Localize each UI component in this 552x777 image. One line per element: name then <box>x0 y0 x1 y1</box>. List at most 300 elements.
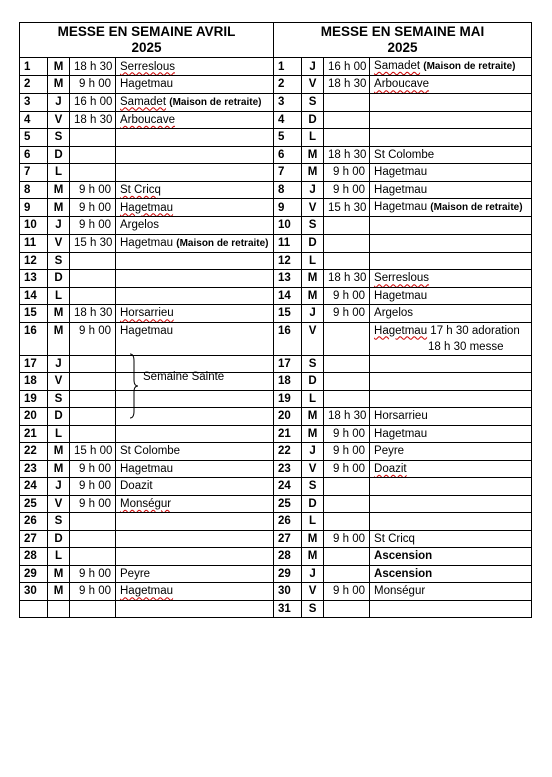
table-row <box>20 305 532 323</box>
may-weekday: S <box>302 600 324 618</box>
april-place-cell <box>116 425 274 443</box>
table-row <box>20 530 532 548</box>
may-day-number: 24 <box>274 478 302 496</box>
april-place-cell <box>116 217 274 235</box>
april-place-cell <box>116 58 274 76</box>
may-weekday: V <box>302 322 324 355</box>
may-place-cell <box>370 390 532 408</box>
may-day-number: 5 <box>274 129 302 147</box>
may-day-number: 23 <box>274 460 302 478</box>
may-place-extra: (Maison de retraite) <box>430 202 523 213</box>
april-day-number <box>20 600 48 618</box>
table-row <box>20 252 532 270</box>
april-place: Arboucave <box>120 113 175 126</box>
table-row <box>20 390 532 408</box>
may-weekday: M <box>302 270 324 288</box>
april-place-cell <box>116 548 274 566</box>
april-header <box>20 23 274 58</box>
holy-week-brace <box>126 353 146 419</box>
may-weekday: V <box>302 583 324 601</box>
april-day-number: 21 <box>20 425 48 443</box>
may-weekday: M <box>302 164 324 182</box>
may-place-cell <box>370 146 532 164</box>
april-day-number: 29 <box>20 565 48 583</box>
may-time: 18 h 30 <box>324 76 370 94</box>
may-place-cell <box>370 252 532 270</box>
table-row <box>20 373 532 391</box>
may-place-cell <box>370 373 532 391</box>
april-time <box>70 252 116 270</box>
may-title: MESSE EN SEMAINE MAI <box>320 24 485 39</box>
may-place: Hagetmau <box>374 201 428 213</box>
may-time <box>324 355 370 373</box>
may-day-number: 1 <box>274 58 302 76</box>
table-row <box>20 425 532 443</box>
may-day-number: 14 <box>274 287 302 305</box>
april-place-cell <box>116 305 274 323</box>
april-time <box>70 146 116 164</box>
april-place-cell <box>116 287 274 305</box>
april-weekday: V <box>48 495 70 513</box>
may-day-number: 7 <box>274 164 302 182</box>
may-weekday: M <box>302 530 324 548</box>
may-place-cell <box>370 181 532 199</box>
may-time <box>324 565 370 583</box>
april-place: St Cricq <box>120 183 161 196</box>
table-row <box>20 478 532 496</box>
april-place-cell <box>116 460 274 478</box>
may-year: 2025 <box>387 40 418 55</box>
table-row <box>20 111 532 129</box>
may-day-number: 4 <box>274 111 302 129</box>
table-row <box>20 565 532 583</box>
may-header <box>274 23 532 58</box>
may-place: Doazit <box>374 462 407 475</box>
may-weekday: L <box>302 129 324 147</box>
may-day-number: 18 <box>274 373 302 391</box>
table-row <box>20 443 532 461</box>
may-time: 15 h 30 <box>324 199 370 217</box>
may-place-cell <box>370 111 532 129</box>
table-row <box>20 199 532 217</box>
may-place: Arboucave <box>374 78 430 91</box>
table-row <box>20 322 532 355</box>
may-place-cell <box>370 495 532 513</box>
april-place: Argelos <box>120 219 159 232</box>
may-place-cell <box>370 270 532 288</box>
april-title: MESSE EN SEMAINE AVRIL <box>57 24 236 39</box>
april-place-cell <box>116 146 274 164</box>
april-weekday: M <box>48 76 70 94</box>
april-place-cell <box>116 478 274 496</box>
april-place: Hagetmau <box>120 462 174 475</box>
may-place-cell <box>370 322 532 355</box>
april-time <box>70 600 116 618</box>
april-day-number: 22 <box>20 443 48 461</box>
may-place: St Colombe <box>374 148 435 161</box>
may-weekday: D <box>302 234 324 252</box>
april-weekday: L <box>48 287 70 305</box>
april-time: 18 h 30 <box>70 305 116 323</box>
april-place: Hagetmau <box>120 585 174 598</box>
may-place: Serreslous <box>374 272 429 285</box>
may-weekday: J <box>302 181 324 199</box>
april-weekday <box>48 600 70 618</box>
may-place-cell <box>370 234 532 252</box>
may-place: Hagetmau <box>374 324 428 337</box>
may-weekday: M <box>302 548 324 566</box>
may-place-extra2: 18 h 30 messe <box>428 340 504 353</box>
may-weekday: V <box>302 460 324 478</box>
april-place: Hagetmau <box>120 201 174 214</box>
april-day-number: 16 <box>20 322 48 355</box>
may-place-cell <box>370 408 532 426</box>
april-weekday: M <box>48 460 70 478</box>
may-time: 9 h 00 <box>324 425 370 443</box>
april-time <box>70 530 116 548</box>
april-place-cell <box>116 600 274 618</box>
table-row <box>20 234 532 252</box>
april-day-number: 28 <box>20 548 48 566</box>
april-day-number: 3 <box>20 93 48 111</box>
april-time <box>70 129 116 147</box>
may-day-number: 26 <box>274 513 302 531</box>
april-weekday: L <box>48 548 70 566</box>
may-day-number: 3 <box>274 93 302 111</box>
april-place-cell <box>116 93 274 111</box>
april-place-extra: (Maison de retraite) <box>176 237 269 249</box>
may-weekday: M <box>302 425 324 443</box>
april-weekday: M <box>48 58 70 76</box>
april-day-number: 11 <box>20 234 48 252</box>
may-weekday: J <box>302 58 324 76</box>
table-row <box>20 287 532 305</box>
may-day-number: 19 <box>274 390 302 408</box>
april-weekday: M <box>48 443 70 461</box>
april-place-cell <box>116 234 274 252</box>
may-time: 9 h 00 <box>324 583 370 601</box>
may-day-number: 17 <box>274 355 302 373</box>
april-time <box>70 164 116 182</box>
may-weekday: L <box>302 390 324 408</box>
table-row <box>20 76 532 94</box>
april-weekday: D <box>48 270 70 288</box>
may-weekday: J <box>302 443 324 461</box>
april-time <box>70 548 116 566</box>
may-day-number: 6 <box>274 146 302 164</box>
may-weekday: D <box>302 111 324 129</box>
may-place: Ascension <box>374 550 433 563</box>
april-place-cell <box>116 199 274 217</box>
april-place-cell <box>116 111 274 129</box>
may-place-cell <box>370 600 532 618</box>
april-day-number: 23 <box>20 460 48 478</box>
may-place-cell <box>370 583 532 601</box>
may-time: 9 h 00 <box>324 181 370 199</box>
table-row <box>20 548 532 566</box>
april-weekday: S <box>48 513 70 531</box>
may-weekday: D <box>302 495 324 513</box>
april-place-cell <box>116 565 274 583</box>
may-time <box>324 390 370 408</box>
may-day-number: 29 <box>274 565 302 583</box>
april-weekday: M <box>48 181 70 199</box>
april-time: 15 h 00 <box>70 443 116 461</box>
may-day-number: 22 <box>274 443 302 461</box>
may-day-number: 12 <box>274 252 302 270</box>
april-weekday: M <box>48 305 70 323</box>
may-time <box>324 478 370 496</box>
april-weekday: D <box>48 530 70 548</box>
april-weekday: V <box>48 234 70 252</box>
may-time <box>324 217 370 235</box>
april-day-number: 10 <box>20 217 48 235</box>
may-place-cell <box>370 305 532 323</box>
table-row <box>20 270 532 288</box>
april-time: 9 h 00 <box>70 495 116 513</box>
may-time: 9 h 00 <box>324 287 370 305</box>
april-day-number: 7 <box>20 164 48 182</box>
may-place: Argelos <box>374 307 414 320</box>
may-time: 9 h 00 <box>324 443 370 461</box>
april-place-extra: (Maison de retraite) <box>169 96 262 108</box>
table-row <box>20 460 532 478</box>
april-time: 9 h 00 <box>70 583 116 601</box>
april-place: Samadet <box>120 95 167 108</box>
may-place-cell <box>370 355 532 373</box>
april-weekday: L <box>48 164 70 182</box>
may-day-number: 15 <box>274 305 302 323</box>
table-row <box>20 513 532 531</box>
may-day-number: 13 <box>274 270 302 288</box>
may-place-extra: (Maison de retraite) <box>423 61 516 72</box>
may-place-cell <box>370 199 532 217</box>
may-place-cell <box>370 58 532 76</box>
mass-schedule-table <box>19 22 532 618</box>
april-weekday: J <box>48 93 70 111</box>
may-place: Ascension <box>374 567 433 580</box>
april-place-cell <box>116 129 274 147</box>
april-place-cell <box>116 76 274 94</box>
april-weekday: D <box>48 146 70 164</box>
april-time: 9 h 00 <box>70 460 116 478</box>
table-row <box>20 146 532 164</box>
april-place-cell <box>116 252 274 270</box>
may-weekday: M <box>302 287 324 305</box>
table-row <box>20 129 532 147</box>
april-place-cell <box>116 443 274 461</box>
may-time: 9 h 00 <box>324 305 370 323</box>
april-day-number: 20 <box>20 408 48 426</box>
april-weekday: S <box>48 252 70 270</box>
april-time: 9 h 00 <box>70 478 116 496</box>
may-weekday: M <box>302 146 324 164</box>
may-time <box>324 234 370 252</box>
april-day-number: 13 <box>20 270 48 288</box>
april-place-cell <box>116 583 274 601</box>
april-day-number: 30 <box>20 583 48 601</box>
may-place-cell <box>370 460 532 478</box>
april-place: Monségur <box>120 497 172 510</box>
may-weekday: L <box>302 252 324 270</box>
april-time <box>70 408 116 426</box>
may-place: Hagetmau <box>374 166 428 179</box>
april-time: 9 h 00 <box>70 199 116 217</box>
may-day-number: 8 <box>274 181 302 199</box>
april-day-number: 24 <box>20 478 48 496</box>
april-time <box>70 373 116 391</box>
april-place: Serreslous <box>120 60 175 73</box>
april-place: St Colombe <box>120 445 181 458</box>
may-time: 9 h 00 <box>324 530 370 548</box>
may-time <box>324 513 370 531</box>
table-row <box>20 495 532 513</box>
may-weekday: V <box>302 199 324 217</box>
may-place-cell <box>370 513 532 531</box>
april-time: 15 h 30 <box>70 234 116 252</box>
april-day-number: 26 <box>20 513 48 531</box>
table-row <box>20 164 532 182</box>
april-day-number: 18 <box>20 373 48 391</box>
may-weekday: J <box>302 305 324 323</box>
april-weekday: S <box>48 129 70 147</box>
may-place: Samadet <box>374 60 421 72</box>
may-day-number: 16 <box>274 322 302 355</box>
april-weekday: S <box>48 390 70 408</box>
may-place: Hagetmau <box>374 427 428 440</box>
may-weekday: J <box>302 565 324 583</box>
may-place: Horsarrieu <box>374 410 428 423</box>
april-day-number: 1 <box>20 58 48 76</box>
may-day-number: 28 <box>274 548 302 566</box>
april-place-cell <box>116 495 274 513</box>
may-time <box>324 93 370 111</box>
may-time <box>324 111 370 129</box>
may-day-number: 20 <box>274 408 302 426</box>
may-place-cell <box>370 76 532 94</box>
may-place-cell <box>370 287 532 305</box>
may-time <box>324 373 370 391</box>
april-day-number: 15 <box>20 305 48 323</box>
april-time: 18 h 30 <box>70 111 116 129</box>
may-place-cell <box>370 530 532 548</box>
may-day-number: 21 <box>274 425 302 443</box>
may-place-cell <box>370 217 532 235</box>
april-weekday: J <box>48 478 70 496</box>
table-row <box>20 217 532 235</box>
may-day-number: 27 <box>274 530 302 548</box>
april-place-cell <box>116 181 274 199</box>
april-time <box>70 425 116 443</box>
may-day-number: 31 <box>274 600 302 618</box>
april-place: Hagetmau <box>120 324 174 337</box>
april-weekday: V <box>48 373 70 391</box>
april-day-number: 12 <box>20 252 48 270</box>
table-row <box>20 408 532 426</box>
april-day-number: 25 <box>20 495 48 513</box>
may-weekday: S <box>302 478 324 496</box>
table-row <box>20 58 532 76</box>
april-weekday: M <box>48 199 70 217</box>
may-time: 18 h 30 <box>324 408 370 426</box>
may-place-cell <box>370 565 532 583</box>
may-place: Hagetmau <box>374 289 428 302</box>
april-place-cell <box>116 322 274 355</box>
april-place: Hagetmau <box>120 236 174 249</box>
april-time: 16 h 00 <box>70 93 116 111</box>
may-day-number: 2 <box>274 76 302 94</box>
may-time <box>324 548 370 566</box>
april-day-number: 8 <box>20 181 48 199</box>
april-time: 9 h 00 <box>70 76 116 94</box>
april-weekday: V <box>48 111 70 129</box>
april-time <box>70 270 116 288</box>
april-place-cell <box>116 530 274 548</box>
may-time <box>324 252 370 270</box>
table-row <box>20 355 532 373</box>
may-day-number: 9 <box>274 199 302 217</box>
may-weekday: S <box>302 217 324 235</box>
april-place: Peyre <box>120 567 151 580</box>
may-time: 18 h 30 <box>324 146 370 164</box>
may-place: Hagetmau <box>374 183 428 196</box>
may-weekday: L <box>302 513 324 531</box>
table-row <box>20 583 532 601</box>
april-time <box>70 287 116 305</box>
may-place-cell <box>370 548 532 566</box>
april-weekday: M <box>48 565 70 583</box>
may-time: 16 h 00 <box>324 58 370 76</box>
april-place-cell <box>116 164 274 182</box>
may-time: 9 h 00 <box>324 164 370 182</box>
table-row <box>20 93 532 111</box>
april-weekday: M <box>48 583 70 601</box>
may-weekday: S <box>302 355 324 373</box>
table-row <box>20 181 532 199</box>
april-weekday: L <box>48 425 70 443</box>
april-weekday: J <box>48 355 70 373</box>
may-place-extra: 17 h 30 adoration <box>430 324 520 337</box>
may-time <box>324 495 370 513</box>
april-time <box>70 513 116 531</box>
may-day-number: 30 <box>274 583 302 601</box>
may-place: Monségur <box>374 585 426 598</box>
april-time: 9 h 00 <box>70 181 116 199</box>
april-weekday: D <box>48 408 70 426</box>
may-place: Peyre <box>374 445 405 458</box>
april-day-number: 5 <box>20 129 48 147</box>
may-place-cell <box>370 478 532 496</box>
may-place: St Cricq <box>374 532 415 545</box>
header-row <box>20 23 532 58</box>
may-weekday: V <box>302 76 324 94</box>
april-weekday: J <box>48 217 70 235</box>
may-day-number: 25 <box>274 495 302 513</box>
april-day-number: 17 <box>20 355 48 373</box>
april-day-number: 9 <box>20 199 48 217</box>
april-day-number: 6 <box>20 146 48 164</box>
may-time <box>324 322 370 355</box>
may-day-number: 10 <box>274 217 302 235</box>
may-place-cell <box>370 164 532 182</box>
april-time <box>70 390 116 408</box>
may-time <box>324 600 370 618</box>
april-day-number: 19 <box>20 390 48 408</box>
may-time <box>324 129 370 147</box>
april-day-number: 27 <box>20 530 48 548</box>
may-weekday: S <box>302 93 324 111</box>
april-place: Horsarrieu <box>120 307 174 320</box>
